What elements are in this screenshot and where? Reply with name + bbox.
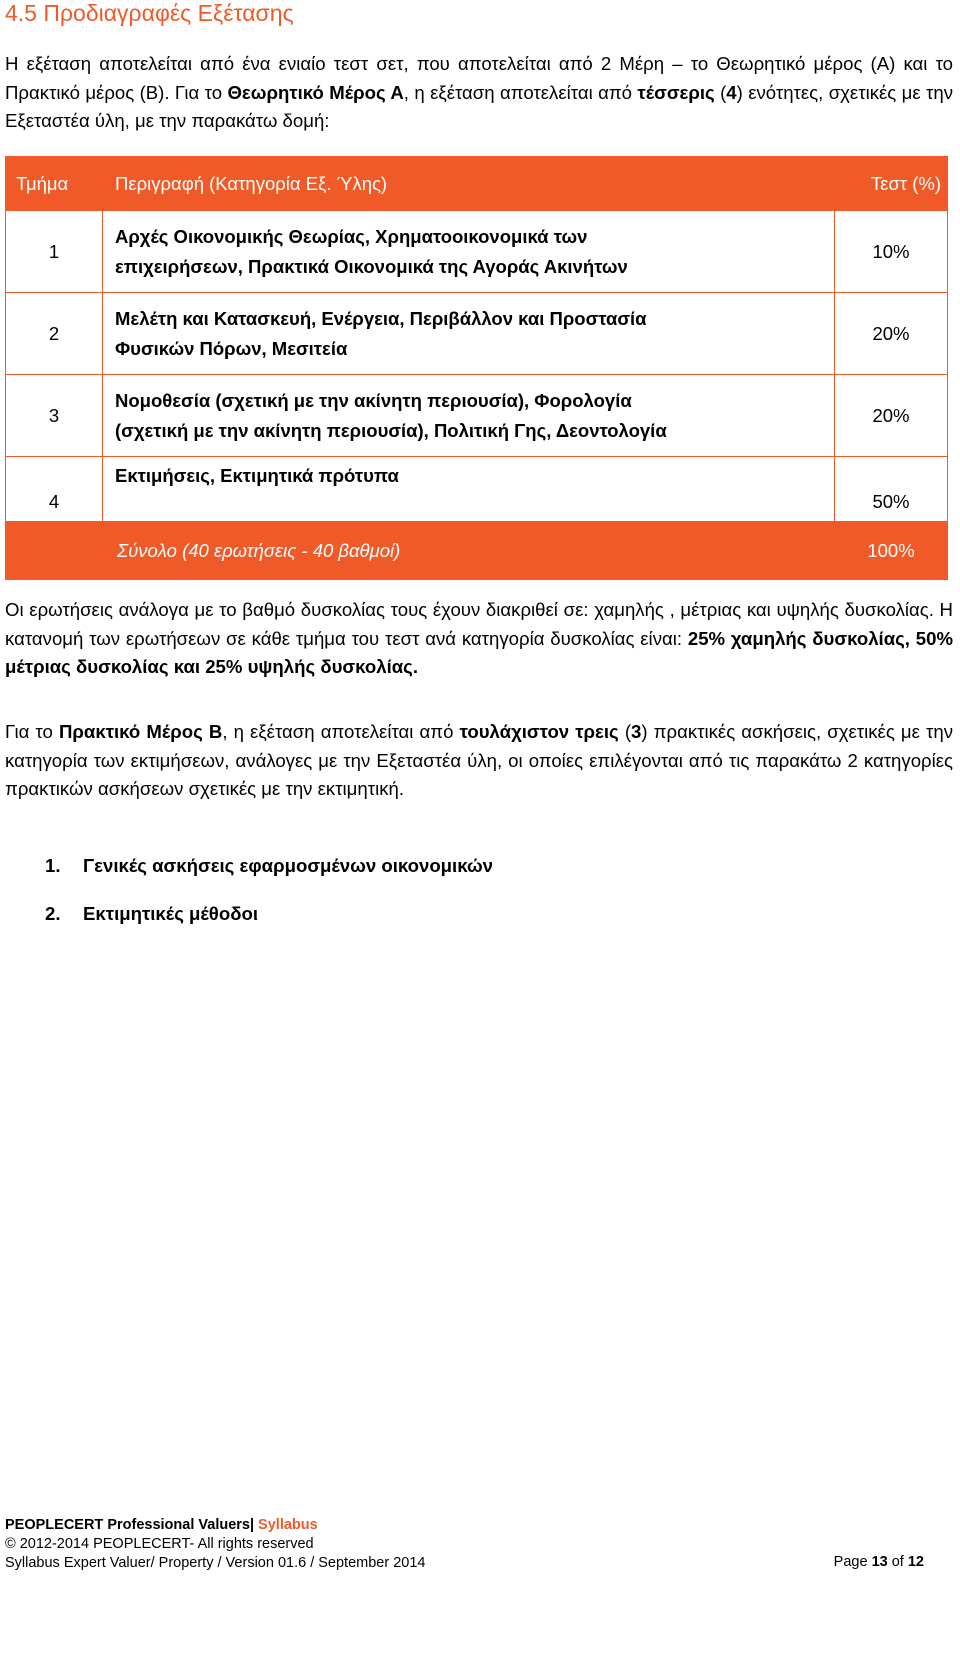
- practical-paragraph: Για το Πρακτικό Μέρος Β, η εξέταση αποτελείται από τουλάχιστον τρεις (3) πρακτικές ασκήσεις, σχετικές με την κατηγορία των εκτιμήσεων, ανάλογες με την Εξεταστέα ύλη, οι οποίες επιλέγονται από τις παρακάτω 2 κατηγορίες πρακτικών ασκήσεων σχετικές με την εκτιμητική.: [5, 721, 954, 800]
- row-section: 1: [6, 211, 103, 293]
- section-heading: 4.5 Προδιαγραφές Εξέτασης: [5, 0, 294, 26]
- table-row: [6, 457, 948, 522]
- row-percent: 20%: [835, 375, 948, 457]
- list-item: 1. Γενικές ασκήσεις εφαρμοσμένων οικονομικών: [45, 855, 494, 876]
- header-percent: Τεστ (%): [835, 157, 948, 211]
- exam-spec-table: [5, 156, 948, 580]
- table-row: [6, 375, 948, 457]
- difficulty-paragraph: Οι ερωτήσεις ανάλογα με το βαθμό δυσκολίας τους έχουν διακριθεί σε: χαμηλής , μέτριας και υψηλής δυσκολίας. Η κατανομή των ερωτήσεων σε κάθε τμήμα του τεστ ανά κατηγορία δυσκολίας είναι: 25% χαμηλής δυσκολίας, 50% μέτριας δυσκολίας και 25% υψηλής δυσκολίας.: [5, 599, 953, 678]
- table-header-row: [6, 157, 948, 211]
- row-description: Εκτιμήσεις, Εκτιμητικά πρότυπα: [103, 457, 835, 522]
- row-percent: 20%: [835, 293, 948, 375]
- header-section: Τμήμα: [6, 157, 103, 211]
- footer-version: Syllabus Expert Valuer/ Property / Version 01.6 / September 2014: [5, 1555, 426, 1571]
- total-label: Σύνολο (40 ερωτήσεις - 40 βαθμοί): [103, 522, 835, 580]
- table-total-row: [6, 522, 948, 580]
- total-empty-cell: [6, 522, 103, 580]
- row-description: Νομοθεσία (σχετική με την ακίνητη περιουσία), Φορολογία (σχετική με την ακίνητη περιουσία), Πολιτική Γης, Δεοντολογία: [103, 375, 835, 457]
- table-row: [6, 293, 948, 375]
- row-section: 4: [6, 457, 103, 522]
- row-section: 3: [6, 375, 103, 457]
- total-percent: 100%: [835, 522, 948, 580]
- row-percent: 50%: [835, 457, 948, 522]
- header-description: Περιγραφή (Κατηγορία Εξ. Ύλης): [103, 157, 835, 211]
- list-item: 2. Εκτιμητικές μέθοδοι: [45, 903, 258, 924]
- row-description: Αρχές Οικονομικής Θεωρίας, Χρηματοοικονομικά των επιχειρήσεων, Πρακτικά Οικονομικά της Αγοράς Ακινήτων: [103, 211, 835, 293]
- row-percent: 10%: [835, 211, 948, 293]
- intro-paragraph: Η εξέταση αποτελείται από ένα ενιαίο τεστ σετ, που αποτελείται από 2 Μέρη – το Θεωρητικό μέρος (Α) και το Πρακτικό μέρος (Β). Για το Θεωρητικό Μέρος Α, η εξέταση αποτελείται από τέσσερις (4) ενότητες, σχετικές με την Εξεταστέα ύλη, με την παρακάτω δομή:: [5, 53, 953, 132]
- table-row: [6, 211, 948, 293]
- row-section: 2: [6, 293, 103, 375]
- page-number: Page 13 of 12: [833, 1554, 924, 1570]
- footer-brand: PEOPLECERT Professional Valuers| Syllabus: [5, 1517, 318, 1533]
- row-description: Μελέτη και Κατασκευή, Ενέργεια, Περιβάλλον και Προστασία Φυσικών Πόρων, Μεσιτεία: [103, 293, 835, 375]
- footer-copyright: © 2012-2014 PEOPLECERT- All rights reserved: [5, 1536, 314, 1552]
